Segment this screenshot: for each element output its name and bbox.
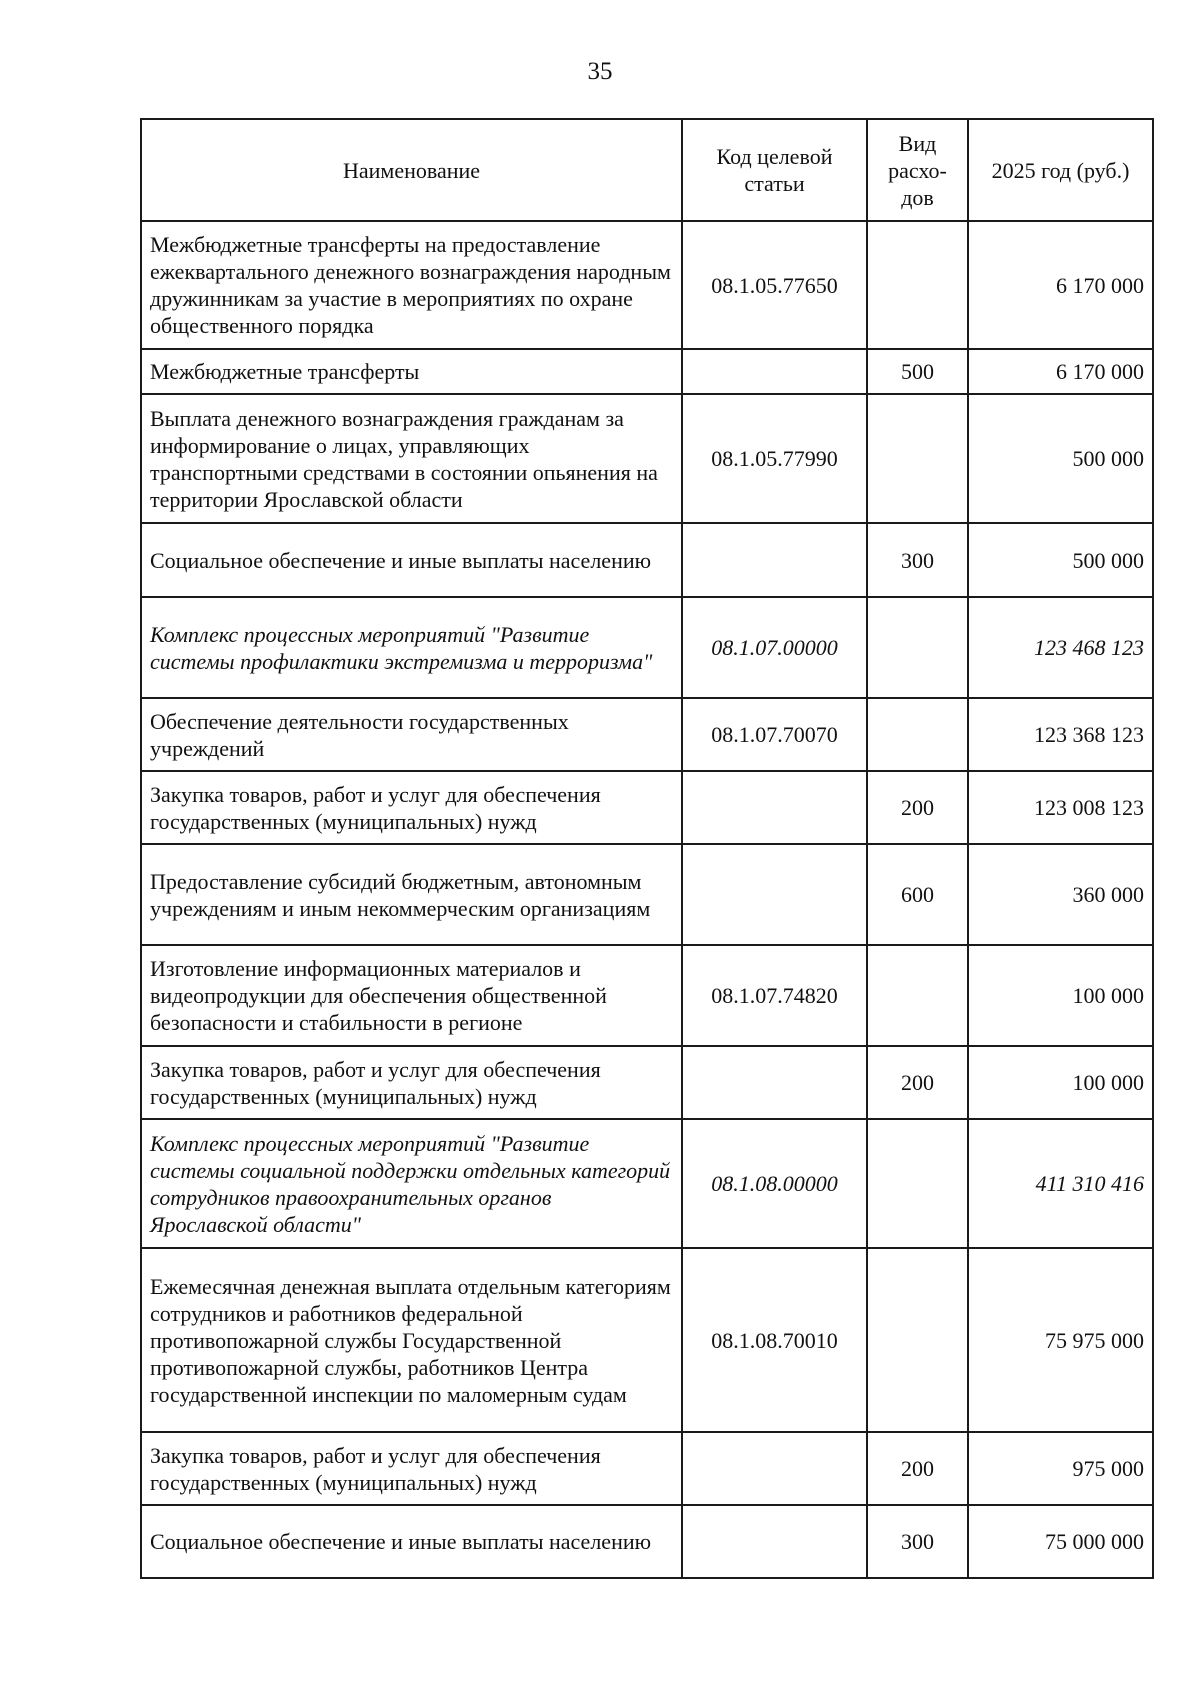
table-row: [141, 771, 1153, 844]
table-row: [141, 945, 1153, 1046]
table-row: [141, 349, 1153, 394]
row-name: Предоставление субсидий бюджетным, автономным учреждениям и иным некоммерческим организациям: [141, 844, 682, 945]
row-code: 08.1.07.70070: [682, 698, 867, 771]
row-type: [867, 1248, 968, 1432]
row-code: [682, 844, 867, 945]
row-name: Комплекс процессных мероприятий "Развитие системы профилактики экстремизма и терроризма": [141, 597, 682, 698]
row-code: [682, 771, 867, 844]
header-type: Вид расхо-дов: [867, 119, 968, 221]
row-name: Комплекс процессных мероприятий "Развитие системы социальной поддержки отдельных категорий сотрудников правоохранительных органов Ярославской области": [141, 1119, 682, 1248]
row-amount: 500 000: [968, 394, 1153, 523]
row-type: [867, 394, 968, 523]
row-amount: 360 000: [968, 844, 1153, 945]
header-code: Код целевой статьи: [682, 119, 867, 221]
row-amount: 6 170 000: [968, 221, 1153, 349]
table-row: [141, 597, 1153, 698]
row-code: 08.1.07.00000: [682, 597, 867, 698]
row-type: [867, 1119, 968, 1248]
row-name: Социальное обеспечение и иные выплаты населению: [141, 523, 682, 597]
row-name: Изготовление информационных материалов и видеопродукции для обеспечения общественной безопасности и стабильности в регионе: [141, 945, 682, 1046]
row-type: 500: [867, 349, 968, 394]
table-row: [141, 1505, 1153, 1578]
row-code: 08.1.08.00000: [682, 1119, 867, 1248]
row-type: [867, 597, 968, 698]
row-code: [682, 523, 867, 597]
table-row: [141, 1248, 1153, 1432]
row-amount: 6 170 000: [968, 349, 1153, 394]
header-name: Наименование: [141, 119, 682, 221]
row-amount: 123 468 123: [968, 597, 1153, 698]
row-code: 08.1.05.77650: [682, 221, 867, 349]
row-amount: 75 000 000: [968, 1505, 1153, 1578]
budget-table: [140, 118, 1154, 1579]
row-name: Выплата денежного вознаграждения гражданам за информирование о лицах, управляющих транспортными средствами в состоянии опьянения на территории Ярославской области: [141, 394, 682, 523]
row-name: Межбюджетные трансферты: [141, 349, 682, 394]
row-amount: 411 310 416: [968, 1119, 1153, 1248]
row-code: [682, 1046, 867, 1119]
row-code: 08.1.05.77990: [682, 394, 867, 523]
row-name: Закупка товаров, работ и услуг для обеспечения государственных (муниципальных) нужд: [141, 771, 682, 844]
row-code: 08.1.07.74820: [682, 945, 867, 1046]
row-name: Обеспечение деятельности государственных учреждений: [141, 698, 682, 771]
header-amount: 2025 год (руб.): [968, 119, 1153, 221]
table-row: [141, 523, 1153, 597]
table-row: [141, 1119, 1153, 1248]
row-name: Межбюджетные трансферты на предоставление ежеквартального денежного вознаграждения народным дружинникам за участие в мероприятиях по охране общественного порядка: [141, 221, 682, 349]
row-code: [682, 1432, 867, 1505]
page-number: 35: [587, 58, 613, 85]
table-row: [141, 221, 1153, 349]
table-row: [141, 844, 1153, 945]
row-type: 300: [867, 523, 968, 597]
table-row: [141, 394, 1153, 523]
row-name: Закупка товаров, работ и услуг для обеспечения государственных (муниципальных) нужд: [141, 1046, 682, 1119]
row-name: Закупка товаров, работ и услуг для обеспечения государственных (муниципальных) нужд: [141, 1432, 682, 1505]
row-amount: 123 008 123: [968, 771, 1153, 844]
row-type: [867, 945, 968, 1046]
row-type: [867, 221, 968, 349]
row-type: 200: [867, 771, 968, 844]
row-type: 200: [867, 1046, 968, 1119]
row-type: 200: [867, 1432, 968, 1505]
row-amount: 500 000: [968, 523, 1153, 597]
row-amount: 100 000: [968, 945, 1153, 1046]
row-name: Социальное обеспечение и иные выплаты населению: [141, 1505, 682, 1578]
row-name: Ежемесячная денежная выплата отдельным категориям сотрудников и работников федеральной противопожарной службы Государственной противопожарной службы, работников Центра государственной инспекции по маломерным судам: [141, 1248, 682, 1432]
row-code: 08.1.08.70010: [682, 1248, 867, 1432]
row-amount: 75 975 000: [968, 1248, 1153, 1432]
row-amount: 123 368 123: [968, 698, 1153, 771]
table-row: [141, 1432, 1153, 1505]
table-row: [141, 1046, 1153, 1119]
row-type: [867, 698, 968, 771]
row-type: 300: [867, 1505, 968, 1578]
table-header-row: [141, 119, 1153, 221]
row-amount: 975 000: [968, 1432, 1153, 1505]
row-code: [682, 1505, 867, 1578]
row-code: [682, 349, 867, 394]
row-type: 600: [867, 844, 968, 945]
table-row: [141, 698, 1153, 771]
row-amount: 100 000: [968, 1046, 1153, 1119]
